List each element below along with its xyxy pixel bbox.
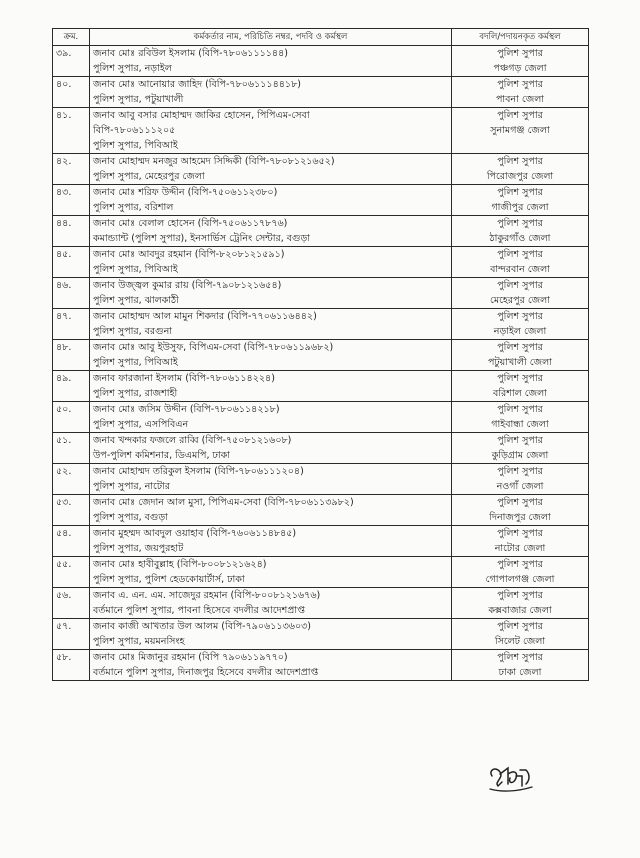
new-location: পটুয়াখালী জেলা [488, 357, 552, 368]
posting-cell [452, 433, 589, 464]
officer-name: জনাব উজ্জ্বল কুমার রায় (বিপি-৭৯০৮১২১৬৫৪) [93, 280, 282, 291]
posting-cell [452, 77, 589, 108]
new-title: পুলিশ সুপার [497, 466, 543, 477]
new-location: কুড়িগ্রাম জেলা [491, 450, 549, 461]
new-location: মেহেরপুর জেলা [489, 295, 551, 306]
serial-cell: ৫১. [53, 433, 90, 464]
officer-name: জনাব কাজী আখতার উল আলম (বিপি-৭৯০৬১১৩৬০৩) [93, 621, 312, 632]
table-row [53, 557, 589, 588]
officer-name: জনাব মোঃ জেদান আল মুসা, পিপিএম-সেবা (বিপি-৭৮০৬১১৩৯৮২) [93, 497, 354, 508]
officer-cell [90, 433, 452, 464]
new-title: পুলিশ সুপার [497, 590, 543, 601]
officer-cell [90, 557, 452, 588]
new-location: ঢাকা জেলা [498, 667, 542, 678]
serial-cell: ৫৬. [53, 588, 90, 619]
new-location: দিনাজপুর জেলা [489, 512, 551, 523]
current-post: পুলিশ সুপার, বগুড়া [93, 512, 168, 523]
table-row [53, 340, 589, 371]
current-post: উপ-পুলিশ কমিশনার, ডিএমপি, ঢাকা [93, 450, 231, 461]
current-post: পুলিশ সুপার, জয়পুরহাট [93, 543, 184, 554]
officer-name: জনাব মোঃ মিজানুর রহমান (বিপি ৭৯০৬১১৯৭৭০) [93, 652, 288, 663]
posting-cell [452, 650, 589, 681]
posting-cell [452, 464, 589, 495]
serial-cell: ৪৯. [53, 371, 90, 402]
table-row [53, 433, 589, 464]
new-location: গাইবান্ধা জেলা [491, 419, 549, 430]
current-post: পুলিশ সুপার, ঝালকাঠী [93, 295, 179, 306]
serial-cell: ৪৭. [53, 309, 90, 340]
new-location: পাবনা জেলা [495, 94, 545, 105]
current-post: পুলিশ সুপার, পিবিআই [93, 140, 178, 151]
officer-cell [90, 309, 452, 340]
officer-cell [90, 185, 452, 216]
transfer-table [52, 28, 589, 681]
officer-name: জনাব ফারজানা ইসলাম (বিপি-৭৮০৬১১৪২২৪) [93, 373, 275, 384]
table-row [53, 46, 589, 77]
new-title: পুলিশ সুপার [497, 311, 543, 322]
posting-cell [452, 402, 589, 433]
serial-cell: ৪২. [53, 154, 90, 185]
serial-cell: ৫৩. [53, 495, 90, 526]
officer-name: জনাব এ. এন. এম. সাজেদুর রহমান (বিপি-৮০০৮১২১৬৭৬) [93, 590, 321, 601]
posting-cell [452, 340, 589, 371]
officer-name: জনাব মোঃ আনোয়ার জাহিদ (বিপি-৭৮০৬১১১৪৪১৮) [93, 79, 301, 90]
officer-cell [90, 154, 452, 185]
officer-cell [90, 526, 452, 557]
new-title: পুলিশ সুপার [497, 621, 543, 632]
table-row [53, 650, 589, 681]
officer-name: জনাব মোঃ শরিফ উদ্দীন (বিপি-৭৫০৬১১২৩৮০) [93, 187, 278, 198]
posting-cell [452, 278, 589, 309]
current-post: পুলিশ সুপার, বরিশাল [93, 202, 174, 213]
officer-cell [90, 340, 452, 371]
header-serial: ক্রম. [53, 29, 90, 46]
table-header-row [53, 29, 589, 46]
officer-cell [90, 108, 452, 154]
new-location: পঞ্চগড় জেলা [493, 63, 547, 74]
table-row [53, 619, 589, 650]
officer-name: জনাব মোঃ হাবীবুল্লাহ (বিপি-৮০০৮১২১৬২৪) [93, 559, 267, 570]
table-row [53, 402, 589, 433]
new-title: পুলিশ সুপার [497, 79, 543, 90]
officer-cell [90, 464, 452, 495]
serial-cell: ৩৯. [53, 46, 90, 77]
posting-cell [452, 495, 589, 526]
table-row [53, 154, 589, 185]
posting-cell [452, 185, 589, 216]
current-post: পুলিশ সুপার, ময়মনসিংহ [93, 636, 185, 647]
posting-cell [452, 216, 589, 247]
table-row [53, 185, 589, 216]
new-location: গাজীপুর জেলা [491, 202, 549, 213]
posting-cell [452, 619, 589, 650]
posting-cell [452, 371, 589, 402]
officer-name: জনাব মোঃ রবিউল ইসলাম (বিপি-৭৮০৬১১১১৪৪) [93, 48, 288, 59]
new-title: পুলিশ সুপার [497, 652, 543, 663]
new-location: সিলেট জেলা [494, 636, 546, 647]
serial-cell: ৪৮. [53, 340, 90, 371]
serial-cell: ৪৫. [53, 247, 90, 278]
current-post: বর্তমানে পুলিশ সুপার, দিনাজপুর হিসেবে বদলীর আদেশপ্রাপ্ত [93, 667, 319, 678]
officer-cell [90, 495, 452, 526]
new-title: পুলিশ সুপার [497, 156, 543, 167]
officer-cell [90, 588, 452, 619]
header-officer: কর্মকর্তার নাম, পরিচিতি নম্বর, পদবি ও কর্মস্থল [90, 29, 452, 46]
new-location: ঠাকুরগাঁও জেলা [489, 233, 551, 244]
table-row [53, 309, 589, 340]
officer-name: জনাব মোঃ আবদুর রহমান (বিপি-৮২০৮১২১৫৯১) [93, 249, 285, 260]
new-title: পুলিশ সুপার [497, 559, 543, 570]
new-title: পুলিশ সুপার [497, 48, 543, 59]
posting-cell [452, 154, 589, 185]
officer-name: জনাব মোহাম্মদ মনজুর আহমেদ সিদ্দিকী (বিপি-৭৮০৮১২১৬৫২) [93, 156, 335, 167]
new-title: পুলিশ সুপার [497, 528, 543, 539]
officer-name: জনাব আবু বসার মোহাম্মদ জাকির হোসেন, পিপিএম-সেবা [93, 110, 310, 121]
officer-cell [90, 402, 452, 433]
new-location: বান্দরবান জেলা [490, 264, 550, 275]
new-title: পুলিশ সুপার [497, 497, 543, 508]
new-location: গোপালগঞ্জ জেলা [485, 574, 555, 585]
new-title: পুলিশ সুপার [497, 404, 543, 415]
current-post: পুলিশ সুপার, নড়াইল [93, 63, 172, 74]
new-location: পিরোজপুর জেলা [486, 171, 554, 182]
posting-cell [452, 588, 589, 619]
new-title: পুলিশ সুপার [497, 373, 543, 384]
serial-cell: ৪০. [53, 77, 90, 108]
officer-cell [90, 650, 452, 681]
officer-name: জনাব মোঃ জসিম উদ্দীন (বিপি-৭৮০৬১১৪২১৮) [93, 404, 280, 415]
table-row [53, 216, 589, 247]
table-row [53, 77, 589, 108]
current-post: পুলিশ সুপার, মেহেরপুর জেলা [93, 171, 205, 182]
posting-cell [452, 309, 589, 340]
officer-name: জনাব মোঃ আবু ইউসুফ, বিপিএম-সেবা (বিপি-৭৮০৬১১৯৬৮২) [93, 342, 334, 353]
officer-cell [90, 77, 452, 108]
serial-cell: ৫৮. [53, 650, 90, 681]
officer-name: জনাব মোহাম্মদ তরিকুল ইসলাম (বিপি-৭৮০৬১১১২০৪) [93, 466, 304, 477]
serial-cell: ৪১. [53, 108, 90, 154]
officer-name: বিপি-৭৮০৬১১১২০৫ [93, 125, 176, 136]
officer-cell [90, 46, 452, 77]
new-location: কক্সবাজার জেলা [488, 605, 552, 616]
table-row [53, 495, 589, 526]
signature [486, 762, 536, 794]
table-row [53, 464, 589, 495]
posting-cell [452, 108, 589, 154]
officer-name: জনাব খন্দকার ফজলে রাব্বি (বিপি-৭৫০৮১২১৬০৮) [93, 435, 292, 446]
current-post: পুলিশ সুপার, নাটোর [93, 481, 171, 492]
serial-cell: ৪৪. [53, 216, 90, 247]
serial-cell: ৫৭. [53, 619, 90, 650]
table-row [53, 247, 589, 278]
officer-cell [90, 619, 452, 650]
new-location: বরিশাল জেলা [493, 388, 547, 399]
current-post: পুলিশ সুপার, এসপিবিএন [93, 419, 189, 430]
new-title: পুলিশ সুপার [497, 249, 543, 260]
new-location: নওগাঁ জেলা [496, 481, 544, 492]
officer-cell [90, 247, 452, 278]
officer-cell [90, 216, 452, 247]
table-row [53, 371, 589, 402]
current-post: পুলিশ সুপার, পুলিশ হেডকোয়ার্টার্স, ঢাকা [93, 574, 245, 585]
officer-cell [90, 371, 452, 402]
serial-cell: ৫২. [53, 464, 90, 495]
current-post: পুলিশ সুপার, বরগুনা [93, 326, 172, 337]
officer-name: জনাব মোঃ বেলাল হোসেন (বিপি-৭৫০৬১১৭৮৭৬) [93, 218, 288, 229]
new-title: পুলিশ সুপার [497, 280, 543, 291]
current-post: পুলিশ সুপার, পিবিআই [93, 264, 178, 275]
posting-cell [452, 526, 589, 557]
table-row [53, 108, 589, 154]
posting-cell [452, 247, 589, 278]
posting-cell [452, 557, 589, 588]
new-title: পুলিশ সুপার [497, 342, 543, 353]
serial-cell: ৫৪. [53, 526, 90, 557]
serial-cell: ৪৬. [53, 278, 90, 309]
table-row [53, 526, 589, 557]
new-location: নাটোর জেলা [494, 543, 546, 554]
officer-cell [90, 278, 452, 309]
new-title: পুলিশ সুপার [497, 218, 543, 229]
current-post: পুলিশ সুপার, পিবিআই [93, 357, 178, 368]
current-post: কমান্ড্যান্ট (পুলিশ সুপার), ইনসার্ভিস ট্রেনিং সেন্টার, বগুড়া [93, 233, 311, 244]
serial-cell: ৫৫. [53, 557, 90, 588]
posting-cell [452, 46, 589, 77]
table-row [53, 278, 589, 309]
officer-name: জনাব মুহম্মদ আবদুল ওয়াহাব (বিপি-৭৬০৬১১৪৮৪৫) [93, 528, 297, 539]
header-posting: বদলি/পদায়নকৃত কর্মস্থল [452, 29, 589, 46]
table-row [53, 588, 589, 619]
current-post: পুলিশ সুপার, পটুয়াখালী [93, 94, 184, 105]
new-title: পুলিশ সুপার [497, 110, 543, 121]
new-title: পুলিশ সুপার [497, 187, 543, 198]
new-title: পুলিশ সুপার [497, 435, 543, 446]
current-post: বর্তমানে পুলিশ সুপার, পাবনা হিসেবে বদলীর আদেশপ্রাপ্ত [93, 605, 305, 616]
new-location: সুনামগঞ্জ জেলা [490, 125, 550, 136]
officer-name: জনাব মোহাম্মদ আল মামুন শিকদার (বিপি-৭৭০৬১১৬৪৪২) [93, 311, 317, 322]
serial-cell: ৫০. [53, 402, 90, 433]
serial-cell: ৪৩. [53, 185, 90, 216]
current-post: পুলিশ সুপার, রাজশাহী [93, 388, 178, 399]
new-location: নড়াইল জেলা [493, 326, 547, 337]
